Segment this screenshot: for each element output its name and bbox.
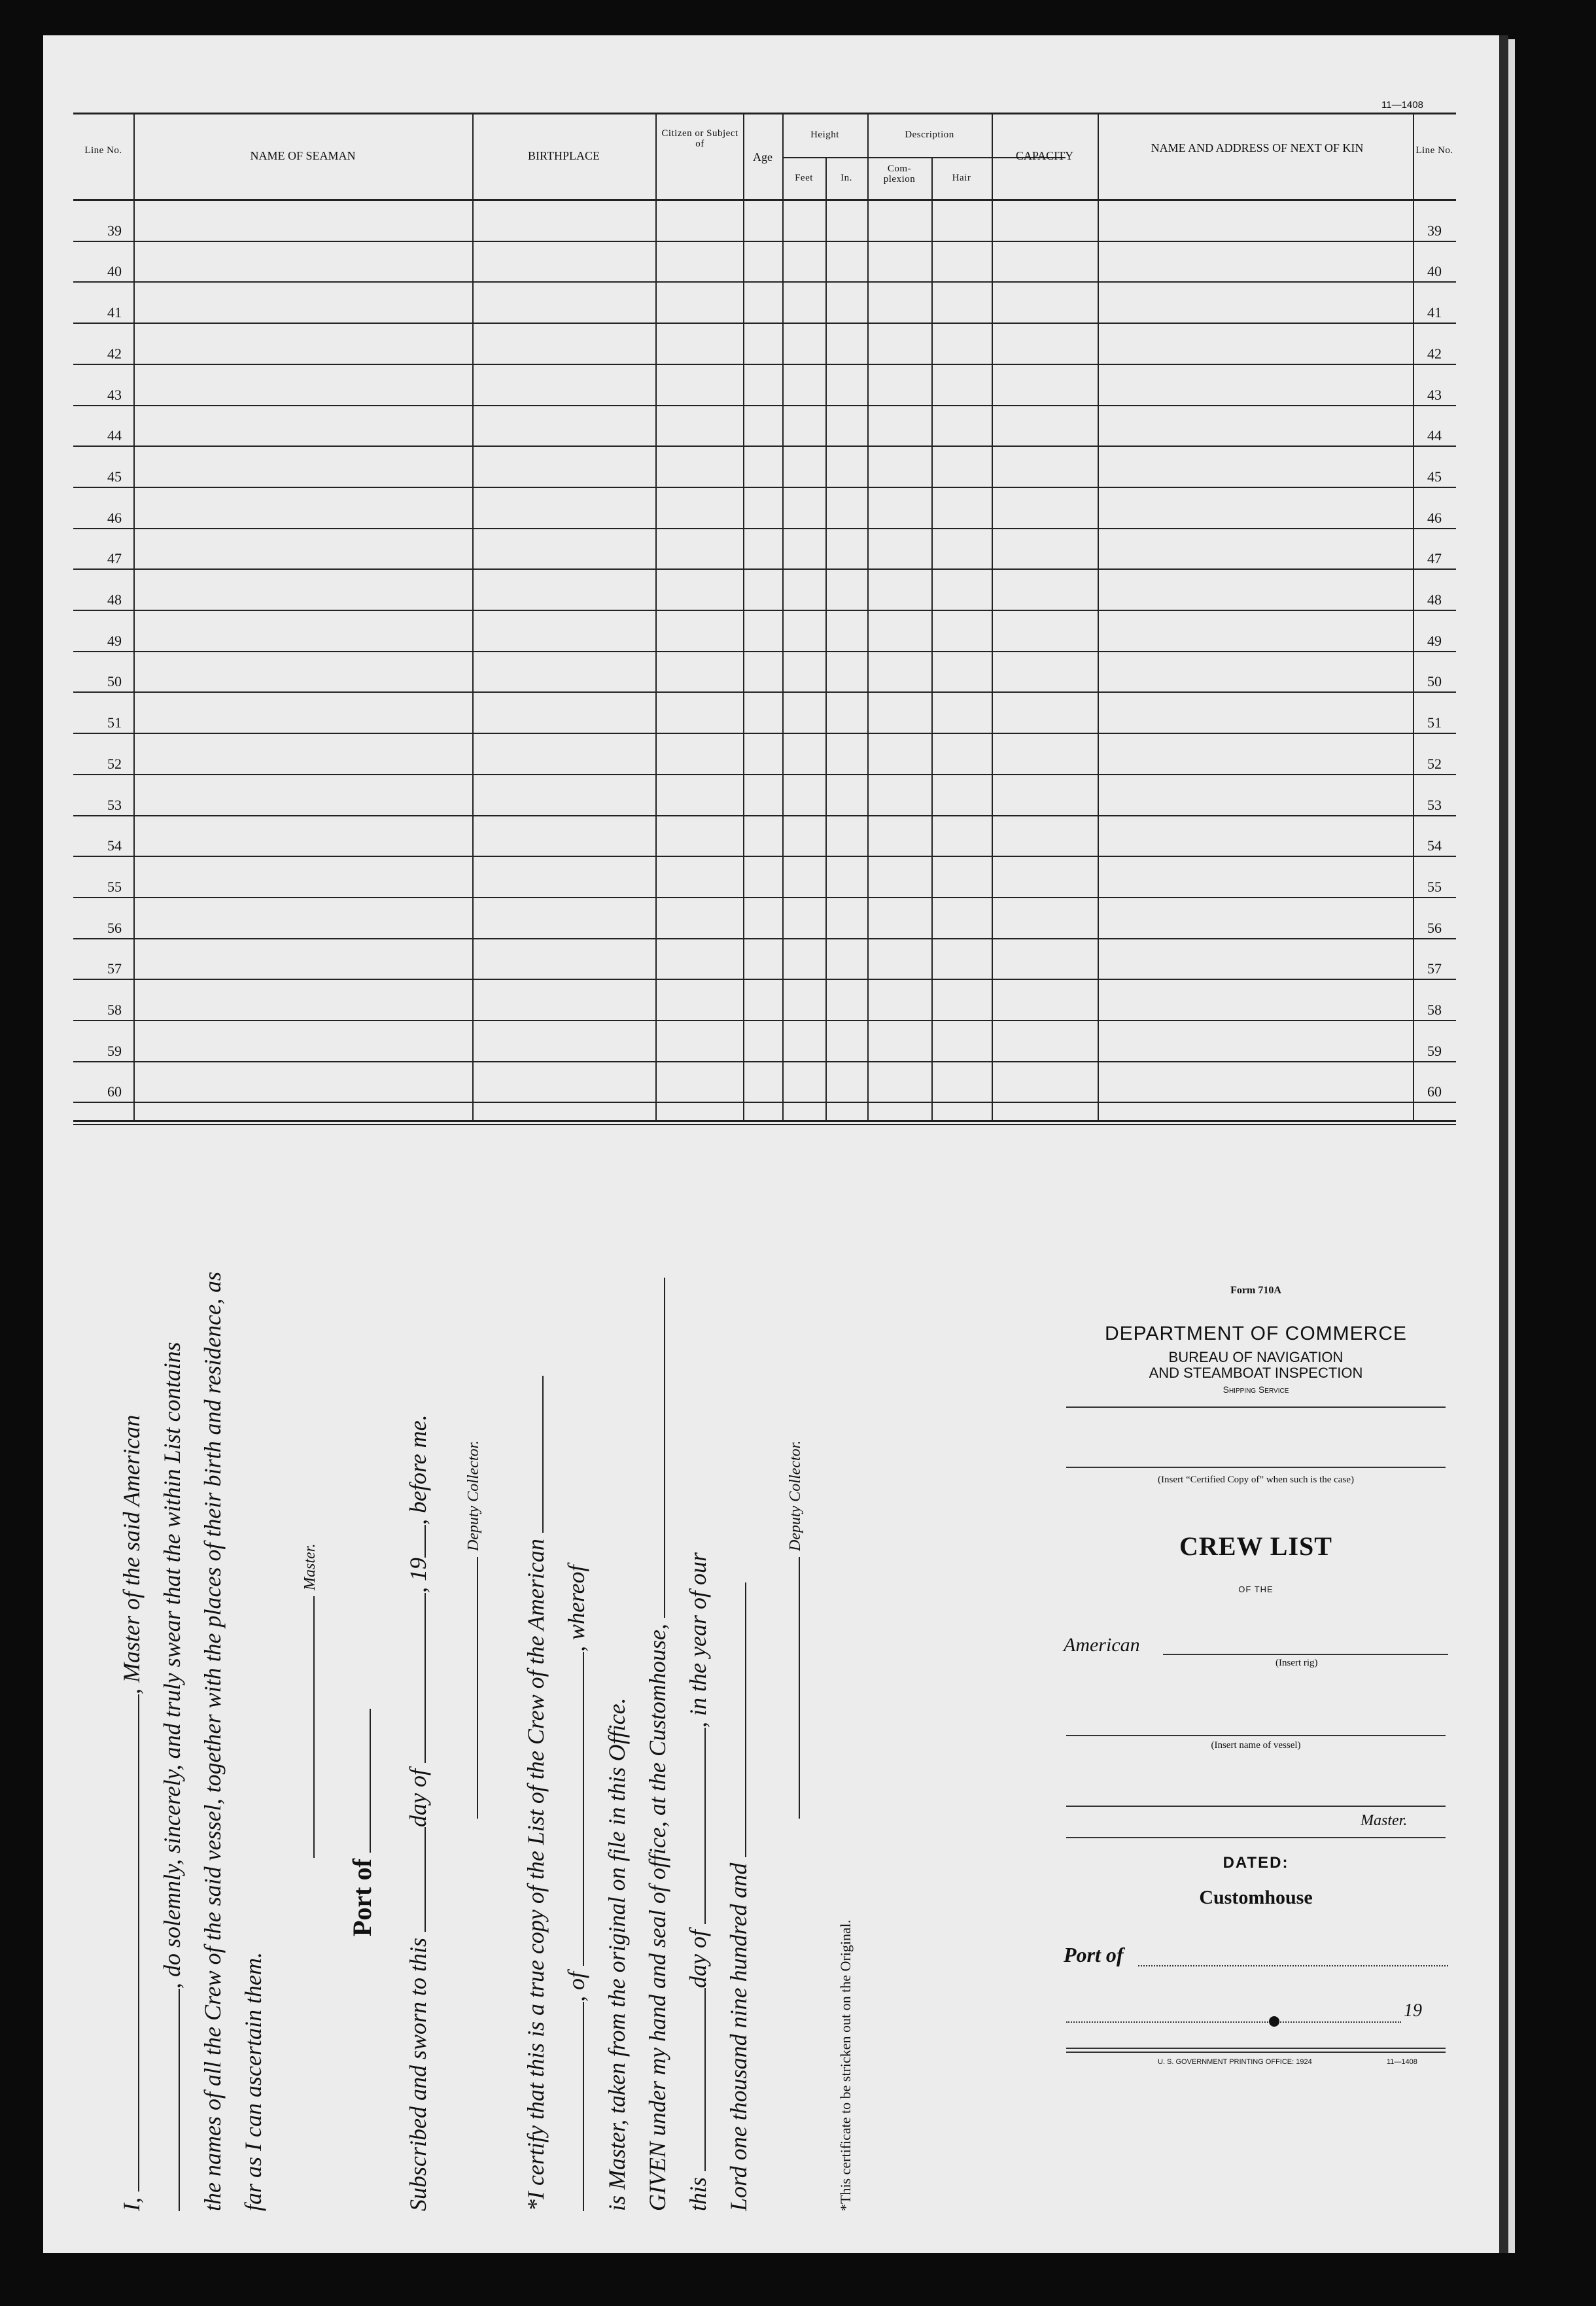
line-number-left: 42 — [107, 345, 122, 362]
line-number-right: 51 — [1427, 714, 1442, 731]
col-rule — [992, 113, 993, 1121]
line-number-right: 44 — [1427, 427, 1442, 444]
oath-ascertain-text: far as I can ascertain them. — [240, 1952, 266, 2211]
header-feet: Feet — [795, 173, 813, 183]
certify-day-of: day of — [685, 1930, 711, 1988]
row-rule — [73, 1102, 1456, 1103]
certify-lord: Lord one thousand nine hundred and — [725, 1862, 752, 2211]
oath-year-blank[interactable] — [405, 1525, 426, 1558]
line-number-right: 39 — [1427, 222, 1442, 239]
cover-form-code: 11—1408 — [1387, 2058, 1417, 2066]
header-line-no-right: Line No. — [1415, 145, 1453, 156]
seaman-name-blank[interactable] — [118, 1694, 139, 2192]
row-rule — [73, 1020, 1456, 1021]
header-capacity: CAPACITY — [1015, 149, 1074, 162]
line-number-left: 44 — [107, 427, 122, 444]
oath-certificate-block — [118, 1191, 968, 2211]
oath-swear-text: , do solemnly, sincerely, and truly swear that the within List contains — [159, 1342, 185, 1989]
row-rule — [73, 364, 1456, 365]
cover-american: American — [1064, 1634, 1140, 1656]
oath-deputy-collector-2: Deputy Collector. — [787, 1440, 804, 1551]
cover-insert-rig: (Insert rig) — [1275, 1658, 1318, 1668]
row-rule — [73, 568, 1456, 570]
cover-rule-2 — [1066, 1837, 1446, 1838]
certify-month-blank[interactable] — [685, 1728, 706, 1924]
cover-port-of: Port of — [1064, 1943, 1124, 1966]
table-top-rule — [73, 113, 1456, 114]
certify-given: GIVEN under my hand and seal of office, at the Customhouse, — [644, 1624, 670, 2211]
row-rule — [73, 733, 1456, 734]
cover-crew-list-title: CREW LIST — [1179, 1531, 1332, 1561]
line-number-left: 54 — [107, 837, 122, 854]
line-number-left: 48 — [107, 591, 122, 608]
line-number-left: 53 — [107, 796, 122, 813]
cover-department: DEPARTMENT OF COMMERCE — [1104, 1323, 1408, 1344]
line-number-right: 43 — [1427, 386, 1442, 403]
line-number-right: 42 — [1427, 345, 1442, 362]
row-rule — [73, 323, 1456, 324]
certificate-footnote: *This certificate to be stricken out on the Original. — [837, 1919, 854, 2211]
row-rule — [73, 1061, 1456, 1062]
line-number-right: 52 — [1427, 755, 1442, 772]
line-number-left: 56 — [107, 919, 122, 936]
cover-printer: U. S. GOVERNMENT PRINTING OFFICE: 1924 — [1158, 2058, 1312, 2066]
row-rule — [73, 897, 1456, 898]
oath-day-of: day of — [405, 1768, 431, 1827]
row-rule — [73, 405, 1456, 406]
row-rule — [73, 856, 1456, 857]
row-rule — [73, 281, 1456, 283]
line-number-right: 56 — [1427, 919, 1442, 936]
certify-year-blank[interactable] — [725, 1582, 746, 1857]
header-birthplace: BIRTHPLACE — [528, 149, 600, 162]
oath-nineteen: , 19 — [405, 1557, 431, 1593]
header-description: Description — [905, 130, 954, 140]
cover-rule — [1066, 1406, 1446, 1408]
table-bottom-rule-2 — [73, 1124, 1456, 1125]
line-number-right: 48 — [1427, 591, 1442, 608]
line-number-left: 41 — [107, 304, 122, 321]
oath-subscribed: Subscribed and sworn to this — [405, 1937, 431, 2211]
oath-port-blank[interactable] — [350, 1709, 371, 1853]
rig-blank[interactable] — [1163, 1654, 1448, 1655]
col-rule — [782, 113, 784, 1121]
line-number-right: 60 — [1427, 1083, 1442, 1100]
vessel-name-blank-cover[interactable] — [1066, 1735, 1446, 1736]
crew-list-cover — [1047, 1276, 1465, 2126]
line-number-right: 45 — [1427, 468, 1442, 485]
header-height: Height — [810, 130, 839, 140]
master-name-blank-cover[interactable] — [1066, 1806, 1446, 1807]
line-number-left: 57 — [107, 960, 122, 977]
date-blank-cover[interactable] — [1066, 2021, 1401, 2023]
header-next-of-kin: NAME AND ADDRESS OF NEXT OF KIN — [1151, 141, 1364, 154]
form-code-top: 11—1408 — [1381, 99, 1423, 111]
certify-vessel-blank[interactable] — [523, 1376, 544, 1533]
header-citizen: Citizen or Subject of — [661, 128, 738, 149]
line-number-left: 60 — [107, 1083, 122, 1100]
header-hair: Hair — [952, 173, 971, 183]
col-rule — [133, 113, 135, 1121]
cover-dated: DATED: — [1223, 1854, 1289, 1872]
line-number-right: 46 — [1427, 509, 1442, 526]
row-rule — [73, 774, 1456, 775]
certify-is-master: is Master, taken from the original on file in this Office. — [604, 1698, 630, 2211]
certify-day-blank[interactable] — [685, 1988, 706, 2171]
row-rule — [73, 610, 1456, 611]
col-rule — [472, 113, 474, 1121]
table-bottom-rule — [73, 1120, 1456, 1122]
cover-bottom-rule — [1066, 2048, 1446, 2049]
col-rule — [867, 113, 869, 1121]
row-rule — [73, 487, 1456, 488]
line-number-left: 51 — [107, 714, 122, 731]
vessel-name-blank[interactable] — [159, 1989, 180, 2211]
port-blank-cover[interactable] — [1138, 1965, 1448, 1966]
master-signature-blank[interactable] — [294, 1596, 315, 1858]
certify-this: this — [685, 2176, 711, 2211]
cover-shipping-service: Shipping Service — [1223, 1384, 1289, 1395]
cover-bureau-1: BUREAU OF NAVIGATION — [1168, 1349, 1344, 1365]
oath-crew-text: the names of all the Crew of the said vessel, together with the places of their birth and residence, as — [200, 1271, 226, 2211]
line-number-right: 49 — [1427, 632, 1442, 649]
cover-customhouse: Customhouse — [1199, 1887, 1313, 1908]
certify-whereof: , whereof — [563, 1565, 589, 1652]
oath-day-blank[interactable] — [405, 1827, 426, 1932]
line-number-left: 52 — [107, 755, 122, 772]
row-rule — [73, 979, 1456, 980]
row-rule — [73, 691, 1456, 693]
certify-customhouse-blank[interactable] — [644, 1278, 665, 1618]
oath-deputy-collector-1: Deputy Collector. — [465, 1440, 482, 1551]
row-rule — [73, 938, 1456, 939]
line-number-left: 47 — [107, 550, 122, 567]
cover-insert-certified: (Insert “Certified Copy of” when such is the case) — [1158, 1475, 1354, 1485]
row-rule — [73, 815, 1456, 816]
crew-table — [73, 113, 1456, 1125]
oath-before-me: , before me. — [405, 1414, 431, 1525]
cover-nineteen: 19 — [1404, 2000, 1422, 2021]
cover-master: Master. — [1361, 1812, 1408, 1829]
line-number-left: 50 — [107, 673, 122, 690]
col-rule — [655, 113, 657, 1121]
oath-master-label: Master. — [302, 1543, 319, 1590]
header-complexion: Com- plexion — [883, 164, 916, 184]
line-number-left: 45 — [107, 468, 122, 485]
certified-copy-blank[interactable] — [1066, 1467, 1446, 1468]
line-number-right: 47 — [1427, 550, 1442, 567]
header-bottom-rule — [73, 199, 1456, 201]
line-number-left: 39 — [107, 222, 122, 239]
row-rule — [73, 651, 1456, 652]
line-number-left: 49 — [107, 632, 122, 649]
line-number-right: 54 — [1427, 837, 1442, 854]
col-rule — [931, 157, 933, 1121]
line-number-left: 40 — [107, 263, 122, 280]
col-rule — [1098, 113, 1099, 1121]
line-number-right: 53 — [1427, 796, 1442, 813]
deputy-collector-signature-blank[interactable] — [457, 1557, 478, 1819]
line-number-left: 58 — [107, 1002, 122, 1018]
col-rule — [743, 113, 744, 1121]
cover-of-the: OF THE — [1238, 1584, 1274, 1594]
col-rule — [825, 157, 827, 1121]
certify-of-blank[interactable] — [563, 2002, 584, 2211]
certify-in-year: , in the year of our — [685, 1552, 711, 1728]
line-number-left: 59 — [107, 1042, 122, 1059]
header-name-of-seaman: NAME OF SEAMAN — [250, 149, 356, 162]
line-number-right: 50 — [1427, 673, 1442, 690]
page-edge — [1499, 35, 1508, 2253]
line-number-right: 58 — [1427, 1002, 1442, 1018]
line-number-right: 59 — [1427, 1042, 1442, 1059]
line-number-left: 43 — [107, 386, 122, 403]
header-inches: In. — [841, 173, 852, 183]
deputy-collector-2-signature-blank[interactable] — [779, 1557, 800, 1819]
line-number-right: 41 — [1427, 304, 1442, 321]
cover-bureau-2: AND STEAMBOAT INSPECTION — [1149, 1365, 1363, 1381]
cover-bottom-rule-2 — [1066, 2052, 1446, 2053]
oath-master-of-american: , Master of the said American — [118, 1414, 145, 1694]
row-rule — [73, 241, 1456, 242]
cover-form-number: Form 710A — [1230, 1285, 1281, 1296]
line-number-left: 46 — [107, 509, 122, 526]
oath-month-blank[interactable] — [405, 1593, 426, 1763]
header-line-no: Line No. — [84, 145, 122, 156]
oath-port-of: Port of — [347, 1859, 377, 1936]
line-number-right: 57 — [1427, 960, 1442, 977]
cover-insert-vessel: (Insert name of vessel) — [1211, 1740, 1301, 1751]
certify-of: , of — [563, 1971, 589, 2002]
ink-dot — [1269, 2016, 1279, 2027]
certify-text: *I certify that this is a true copy of the List of the Crew of the American — [523, 1539, 549, 2211]
line-number-left: 55 — [107, 878, 122, 895]
line-number-right: 40 — [1427, 263, 1442, 280]
row-rule — [73, 528, 1456, 529]
page-edge-back — [1508, 39, 1515, 2253]
oath-i: I, — [118, 2197, 145, 2211]
line-number-right: 55 — [1427, 878, 1442, 895]
row-rule — [73, 445, 1456, 447]
header-age: Age — [753, 150, 772, 164]
certify-whereof-blank[interactable] — [563, 1652, 584, 1966]
